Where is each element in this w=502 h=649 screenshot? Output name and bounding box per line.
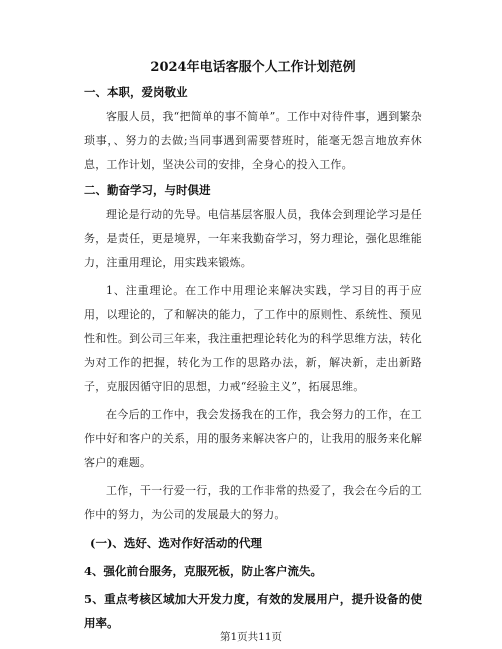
- section-2-paragraph-2: 1、注重理论。在工作中用理论来解决实践，学习目的再于应用，以理论的，了和解决的能力，了工作中的原则性、系统性、预见性和性。到公司三年来，我注重把理论转化为的科学思维方法，转化为对工作的把握，转化为工作的思路办法，新，解决新，走出新路子，克服因循守旧的思想，力戒“经验主义”，拓展思维。: [84, 284, 422, 393]
- section-2-paragraph-4: 工作，干一行爱一行，我的工作非常的热爱了，我会在今后的工作中的努力，为公司的发展最大的努力。: [84, 484, 422, 521]
- page-indicator: 第1页共11页: [219, 631, 283, 643]
- section-heading-1: 一、本职，爱岗敬业: [84, 85, 188, 99]
- list-item-4: 4、强化前台服务，克服死板，防止客户流失。: [84, 564, 322, 578]
- section-1-paragraph: 客服人员，我“把简单的事不简单”。工作中对待件事，遇到繁杂琐事，、努力的去做;当同事遇到需要替班时，能毫无怨言地放弃休息，工作计划，坚决公司的安排，全身心的投入工作。: [84, 110, 422, 171]
- section-heading-2: 二、勤奋学习，与时俱进: [84, 183, 211, 197]
- document-content: [84, 58, 422, 639]
- section-2-paragraph-1: 理论是行动的先导。电信基层客服人员，我体会到理论学习是任务，是责任，更是境界，一年来我勤奋学习，努力理论，强化思维能力，注重用理论，用实践来锻炼。: [84, 208, 422, 269]
- document-title: 2024年电话客服个人工作计划范例: [150, 60, 356, 75]
- subsection-item-a: (一)、选好、选对作好活动的代理: [90, 536, 262, 550]
- section-2-paragraph-3: 在今后的工作中，我会发扬我在的工作，我会努力的工作，在工作中好和客户的关系，用的服务来解决客户的，让我用的服务来化解客户的难题。: [84, 408, 422, 469]
- list-item-5: 5、重点考核区域加大开发力度，有效的发展用户，提升设备的使用率。: [84, 592, 422, 630]
